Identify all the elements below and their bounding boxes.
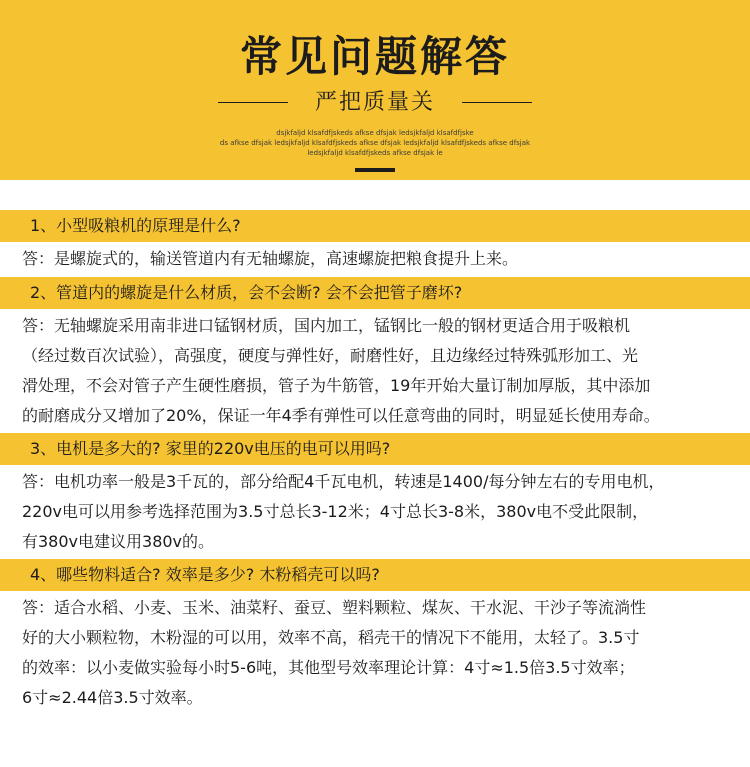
faq-answer — [0, 465, 750, 559]
faq-answer-line: 220v电可以用参考选择范围为3.5寸总长3-12米；4寸总长3-8米，380v电不受此限制， — [22, 502, 649, 521]
filler-text: dsjkfaljd klsafdfjskeds afkse dfsjak ledsjkfaljd klsafdfjske — [276, 129, 474, 137]
faq-answer-line: 的效率：以小麦做实验每小时5-6吨，其他型号效率理论计算：4寸≈1.5倍3.5寸效率； — [22, 658, 635, 677]
faq-answer-line: 答：是螺旋式的，输送管道内有无轴螺旋，高速螺旋把粮食提升上来。 — [22, 249, 519, 268]
faq-answer-line: 答：无轴螺旋采用南非进口锰钢材质，国内加工，锰钢比一般的钢材更适合用于吸粮机 — [22, 316, 631, 335]
faq-answer — [0, 591, 750, 715]
subtitle-divider-right — [462, 102, 532, 103]
faq-answer-line: 有380v电建议用380v的。 — [22, 532, 215, 551]
faq-list — [0, 210, 750, 715]
filler-text: ledsjkfaljd klsafdfjskeds afkse dfsjak le — [307, 149, 443, 157]
filler-text: ds afkse dfsjak ledsjkfaljd klsafdfjskeds afkse dfsjak ledsjkfaljd klsafdfjskeds afkse dfsjak — [219, 139, 531, 147]
faq-answer-line: 6寸≈2.44倍3.5寸效率。 — [22, 688, 203, 707]
page-subtitle: 严把质量关 — [314, 90, 435, 115]
faq-question: 3、电机是多大的? 家里的220v电压的电可以用吗? — [0, 433, 750, 465]
faq-answer-line: 答：适合水稻、小麦、玉米、油菜籽、蚕豆、塑料颗粒、煤灰、干水泥、干沙子等流淌性 — [22, 598, 647, 617]
header-banner — [0, 0, 750, 180]
faq-answer-line: 好的大小颗粒物，木粉湿的可以用，效率不高，稻壳干的情况下不能用，太轻了。3.5寸 — [22, 628, 640, 647]
faq-answer-line: 答：电机功率一般是3千瓦的，部分给配4千瓦电机，转速是1400/每分钟左右的专用电机， — [22, 472, 665, 491]
faq-answer — [0, 242, 750, 277]
title-underline — [355, 168, 395, 172]
faq-answer-line: 滑处理，不会对管子产生硬性磨损，管子为牛筋管，19年开始大量订制加厚版，其中添加 — [22, 376, 651, 395]
faq-question: 4、哪些物料适合? 效率是多少? 木粉稻壳可以吗? — [0, 559, 750, 591]
page-title: 常见问题解答 — [239, 32, 510, 81]
faq-answer — [0, 309, 750, 433]
faq-answer-line: （经过数百次试验），高强度，硬度与弹性好，耐磨性好，且边缘经过特殊弧形加工、光 — [22, 346, 639, 365]
faq-question: 2、管道内的螺旋是什么材质，会不会断? 会不会把管子磨坏? — [0, 277, 750, 309]
faq-answer-line: 的耐磨成分又增加了20%，保证一年4季有弹性可以任意弯曲的同时，明显延长使用寿命。 — [22, 406, 660, 425]
faq-question: 1、小型吸粮机的原理是什么? — [0, 210, 750, 242]
